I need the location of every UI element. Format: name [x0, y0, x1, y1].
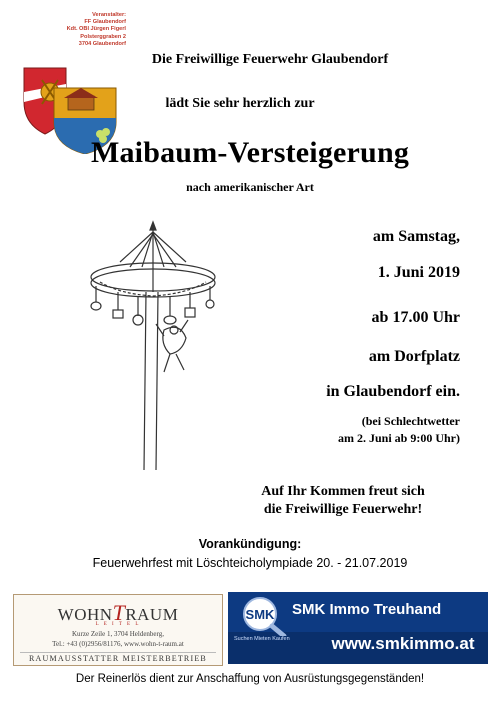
preannouncement-text: Feuerwehrfest mit Löschteicholympiade 20. - 21.07.2019 — [92, 556, 408, 570]
bad-weather-note-1: (bei Schlechtwetter — [361, 414, 460, 428]
footer-note: Der Reinerlös dient zur Anschaffung von Ausrüstungsgegenständen! — [75, 673, 425, 685]
sponsor-wohntraum-sub: L E I T E L — [95, 622, 141, 627]
organizer-line: 3704 Glaubendorf — [78, 40, 126, 47]
logo-t: T — [112, 600, 126, 625]
sponsor-smk-ad[interactable] — [228, 592, 488, 664]
sponsor-wohntraum-footer: RAUMAUSSTATTER MEISTERBETRIEB — [20, 652, 216, 663]
event-place: am Dorfplatz — [368, 348, 460, 365]
sponsor-wohntraum-ad[interactable] — [13, 594, 223, 666]
organizer-line: FF Glaubendorf — [84, 19, 126, 26]
logo-part: WOHN — [57, 605, 113, 624]
event-time: ab 17.00 Uhr — [371, 309, 460, 326]
welcome-line-1: Auf Ihr Kommen freut sich — [261, 484, 425, 499]
organizer-line: Veranstalter: — [92, 12, 126, 18]
smk-logo-icon — [234, 596, 290, 636]
logo-part: RAUM — [125, 605, 179, 624]
event-town: in Glaubendorf ein. — [326, 383, 460, 400]
intro-line-1: Die Freiwillige Feuerwehr Glaubendorf — [151, 52, 389, 67]
welcome-line-2: die Freiwillige Feuerwehr! — [263, 502, 423, 517]
sponsor-smk-url[interactable]: www.smkimmo.at — [331, 634, 475, 653]
intro-line-2: lädt Sie sehr herzlich zur — [165, 96, 315, 111]
sponsor-wohntraum-address: Kurze Zeile 1, 3704 Heldenberg, — [71, 630, 164, 638]
sponsor-smk-name: SMK Immo Treuhand — [292, 601, 442, 618]
organizer-line: Polsterggraben 2 — [80, 33, 126, 40]
smk-logo-text: SMK — [245, 607, 275, 622]
page-subtitle: nach amerikanischer Art — [186, 180, 314, 194]
organizer-line: Kdt. OBI Jürgen Figerl — [66, 26, 126, 33]
page-title: Maibaum-Versteigerung — [90, 136, 410, 169]
preannouncement-title: Vorankündigung: — [198, 537, 302, 551]
maypole-illustration-icon — [60, 212, 240, 472]
sponsor-smk-tagline: Suchen Mieten Kaufen — [234, 636, 290, 642]
organizer-info — [60, 12, 126, 48]
sponsor-wohntraum-contact: Tel.: +43 (0)2956/81176, www.wohn-t-raum.at — [52, 640, 184, 648]
bad-weather-note-2: am 2. Juni ab 9:00 Uhr) — [337, 431, 460, 445]
event-day: am Samstag, — [372, 228, 460, 245]
event-date: 1. Juni 2019 — [377, 264, 460, 281]
